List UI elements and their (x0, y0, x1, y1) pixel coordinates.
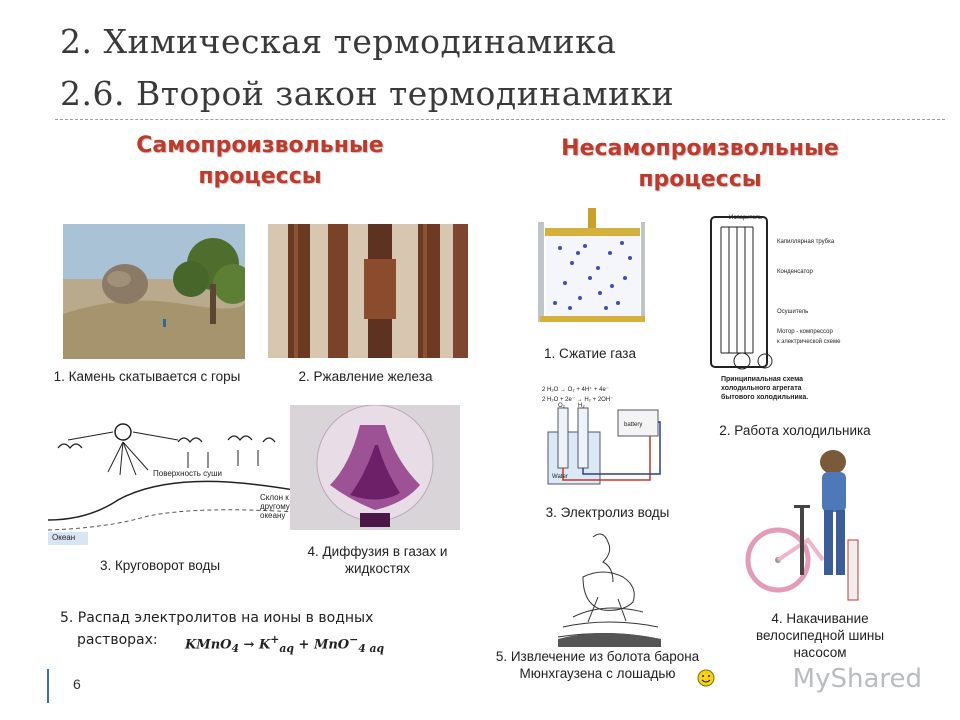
spontaneous-item-4-label: 4. Диффузия в газах и жидкостях (307, 544, 448, 576)
gas-compression-image (510, 208, 645, 328)
nonspontaneous-item-4-label: 4. Накачивание велосипедной шины насосом (755, 611, 885, 660)
fridge-caption-1: Принципиальная схема (721, 376, 804, 383)
fridge-text-condenser: Конденсатор (777, 269, 813, 275)
slide-title-line2: 2.6. Второй закон термодинамики (60, 74, 675, 113)
water-cycle-text-ocean: Океан (52, 533, 76, 542)
nonspontaneous-heading-line2: процессы (638, 167, 762, 192)
fridge-caption-2: холодильного агрегата (721, 385, 802, 392)
refrigerator-scheme (707, 213, 860, 403)
electrolysis-eq-2: 2 H₂O + 2e⁻ → H₂ + 2OH⁻ (542, 397, 614, 403)
electrolysis-diagram (540, 382, 685, 490)
eq-anion: MnO (313, 637, 350, 653)
water-cycle-text-slope-1: Склон к (260, 493, 289, 502)
fridge-text-capillary: Капиллярная трубка (777, 239, 835, 245)
nonspontaneous-item-1-label: 1. Сжатие газа (544, 346, 636, 361)
spontaneous-item-5-line1: 5. Распад электролитов на ионы в водных (60, 610, 374, 626)
fridge-text-motor: Мотор - компрессор (777, 329, 833, 335)
spontaneous-item-5-line2: растворах: (77, 632, 158, 648)
title-divider (55, 119, 945, 120)
water-cycle-text-slope-3: океану (260, 511, 286, 520)
page-number: 6 (73, 676, 81, 692)
fridge-text-dryer: Осушитель (777, 309, 809, 315)
spontaneous-heading-line1: Самопроизвольные (136, 133, 384, 158)
fridge-text-electric: к электрической схеме (777, 339, 841, 345)
nonspontaneous-heading-line1: Несамопроизвольные (561, 136, 839, 161)
stone-photo (63, 224, 245, 359)
diffusion-photo (290, 405, 460, 530)
spontaneous-item-2-label: 2. Ржавление железа (298, 369, 433, 384)
watermark: MyShared (792, 664, 922, 694)
spontaneous-heading-line2: процессы (198, 164, 322, 189)
fridge-caption-3: бытового холодильника. (721, 394, 809, 401)
water-cycle-text-slope-2: другому (260, 502, 290, 511)
spontaneous-heading (95, 130, 425, 192)
spontaneous-item-1-label: 1. Камень скатывается с горы (53, 369, 241, 384)
electrolysis-o2: O₂ (558, 403, 565, 409)
electrolysis-eq-1: 2 H₂O → O₂ + 4H⁺ + 4e⁻ (542, 387, 610, 393)
footer-accent-line (47, 669, 49, 703)
water-cycle-diagram (48, 420, 294, 545)
eq-reactant: KMnO (185, 637, 232, 653)
eq-arrow: → (243, 637, 255, 653)
eq-cation: K (258, 637, 271, 653)
bicycle-pump-photo (738, 450, 868, 605)
eq-anion-sup: − (349, 633, 359, 646)
nonspontaneous-item-5-label: 5. Извлечение из болота барона Мюнхгаузена с лошадью (495, 649, 700, 681)
water-cycle-text-land (153, 469, 222, 478)
eq-reactant-sub: 4 (231, 641, 240, 655)
eq-plus: + (298, 637, 310, 653)
eq-anion-sub: 4 aq (358, 641, 385, 655)
nonspontaneous-item-2-label: 2. Работа холодильника (719, 423, 871, 438)
electrolysis-battery: battery (624, 422, 643, 428)
electrolysis-water: Water (552, 474, 568, 480)
nonspontaneous-item-3-label: 3. Электролиз воды (545, 505, 670, 520)
eq-cation-sup: + (270, 633, 280, 646)
electrolysis-h2: H₂ (578, 403, 585, 409)
munchausen-engraving (553, 527, 665, 647)
slide-title-line1: 2. Химическая термодинамика (60, 22, 617, 61)
spontaneous-item-3-label: 3. Круговорот воды (99, 558, 221, 573)
dissociation-equation (185, 633, 384, 655)
fridge-text-evaporator: Испаритель (729, 215, 763, 221)
nonspontaneous-heading (520, 133, 880, 195)
smiley-icon (697, 669, 715, 692)
svg-text:Поверхность суши: Поверхность суши (153, 469, 222, 478)
eq-cation-sub: aq (279, 641, 294, 655)
rust-photo (268, 224, 468, 358)
